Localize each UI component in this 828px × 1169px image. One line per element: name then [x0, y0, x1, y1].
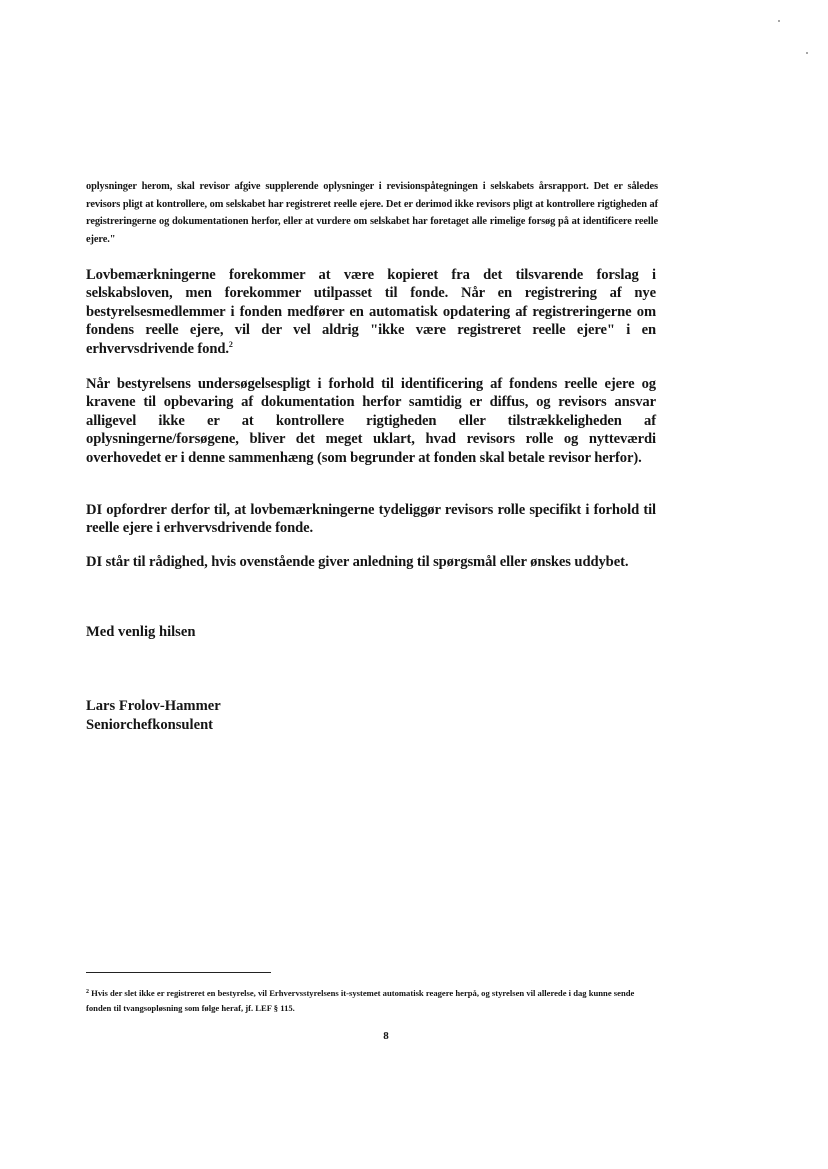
scan-speck — [778, 20, 780, 22]
quoted-text: oplysninger herom, skal revisor afgive supplerende oplysninger i revisionspåtegningen i selskabets årsrapport. Det er således revisors pligt at kontrollere, om selskabet har registreret reelle ejere. Det er derimod ikke revisors pligt at kontrollere rigtigheden af registreringerne og dokumentationen herfor, eller at vurdere om selskabet har foretaget alle rimelige forsøg på at identificere reelle ejere." — [86, 181, 658, 245]
paragraph: DI står til rådighed, hvis ovenstående giver anledning til spørgsmål eller ønskes uddybet. — [86, 554, 629, 570]
paragraph — [86, 266, 656, 358]
footnote-marker: 2 — [86, 989, 89, 995]
paragraph: DI opfordrer derfor til, at lovbemærkningerne tydeliggør revisors rolle specifikt i forhold til reelle ejere i erhvervsdrivende fonde. — [86, 502, 656, 537]
paragraph: Når bestyrelsens undersøgelsespligt i forhold til identificering af fondens reelle ejere og kravene til opbevaring af dokumentation herfor samtidig er diffus, og revisors ansvar alligevel ikke er at kontrollere rigtigheden eller tilstrækkeligheden af oplysningerne/forsøgene, bliver det meget uklart, hvad revisors rolle og nytteværdi overhovedet er i denne sammenhæng (som begrunder at fonden skal betale revisor herfor). — [86, 376, 656, 466]
scan-speck — [806, 52, 808, 54]
signatory-title: Seniorchefkonsulent — [86, 716, 214, 733]
footnote-reference: 2 — [228, 339, 233, 349]
page-number: 8 — [383, 1030, 389, 1042]
paragraph-text: Lovbemærkningerne forekommer at være kopieret fra det tilsvarende forslag i selskabsloven, men forekommer utilpasset til fonde. Når en registrering af nye bestyrelsesmedlemmer i fonden medfører en automatisk opdatering af registreringerne om fondens reelle ejere, vil der vel aldrig "ikke være registreret reelle ejere" i en erhvervsdrivende fond. — [86, 267, 656, 357]
footnote-text: Hvis der slet ikke er registreret en bestyrelse, vil Erhvervsstyrelsens it-systemet automatisk reagere herpå, og styrelsen vil allerede i dag kunne sende fonden til tvangsopløsning som følge heraf, jf. LEF § 115. — [86, 988, 635, 1013]
signature-block — [86, 697, 221, 734]
signatory-name: Lars Frolov-Hammer — [86, 698, 221, 714]
closing-greeting: Med venlig hilsen — [86, 624, 196, 640]
footnote — [86, 986, 658, 1015]
footnote-divider — [86, 972, 271, 973]
